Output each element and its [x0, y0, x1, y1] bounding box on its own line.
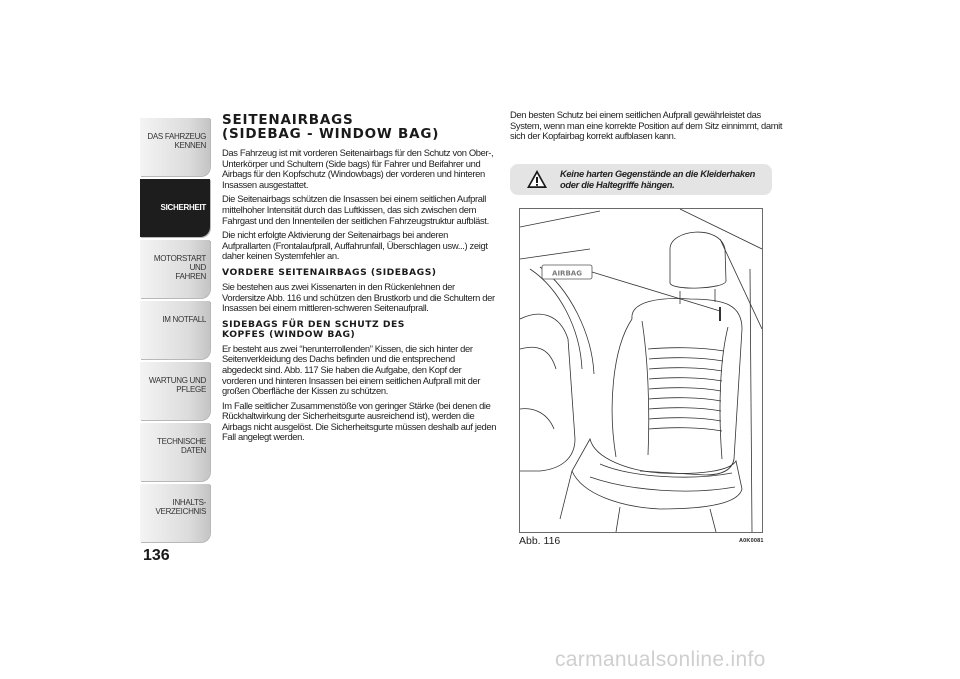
paragraph: Sie bestehen aus zwei Kissenarten in den Rückenlehnen der Vordersitze Abb. 116 und schützen den Brustkorb und die Schultern der Insassen bei einem mittleren-schweren Seitenaufprall.	[222, 280, 495, 314]
paragraph: Er besteht aus zwei “herunterrollenden” Kissen, die sich hinter der Seitenverkleidung des Dachs befinden und die entsprechend abgedeckt sind. Abb. 117 Sie haben die Aufgabe, den Kopf der vorderen und hinteren Insassen bei einem seitlichen Aufprall mit der großen Oberfläche der Kissen zu schützen.	[222, 342, 481, 397]
warning-text: Keine harten Gegenstände an die Kleiderhaken oder die Haltegriffe hängen.	[560, 169, 756, 190]
paragraph: Die Seitenairbags schützen die Insassen bei einem seitlichen Aufprall mittelhoher Intensität durch das Luftkissen, das sich zwischen dem Fahrgast und den Innenteilen der seitlichen Fahrzeugstruktur aufbläst.	[222, 193, 489, 226]
airbag-label: AIRBAG	[552, 269, 582, 278]
subheading-front-sidebags: VORDERE SEITENAIRBAGS (SIDEBAGS)	[222, 266, 437, 278]
tab-technische-daten[interactable]: TECHNISCHE DATEN	[140, 423, 210, 481]
chapter-sidebar	[140, 118, 210, 545]
paragraph: Den besten Schutz bei einem seitlichen Aufprall gewährleistet das System, wenn man eine korrekte Position auf dem Sitz einnimmt, damit sich der Kopfairbag korrekt aufblasen kann.	[510, 109, 783, 142]
watermark: carmanualsonline.info	[555, 648, 766, 671]
figure-seat-airbag	[519, 208, 763, 533]
tab-wartung-und-pflege[interactable]: WARTUNG UND PFLEGE	[140, 362, 210, 420]
paragraph: Das Fahrzeug ist mit vorderen Seitenairbags für den Schutz von Ober-, Unterkörper und Schultern (Side bags) für Fahrer und Beifahrer und Airbags für den Kopfschutz (Windowbags) der vorderen und hinteren Insassen ausgestattet.	[222, 147, 494, 190]
tab-das-fahrzeug-kennen[interactable]: DAS FAHRZEUG KENNEN	[140, 118, 210, 176]
left-column	[222, 113, 497, 447]
tab-sicherheit[interactable]: SICHERHEIT	[140, 179, 210, 237]
tab-motorstart-und-fahren[interactable]: MOTORSTART UND FAHREN	[140, 240, 210, 298]
warning-triangle-icon	[526, 169, 548, 189]
figure-caption: Abb. 116	[519, 535, 561, 547]
tab-im-notfall[interactable]: IM NOTFALL	[140, 301, 210, 359]
seat-illustration	[520, 209, 762, 532]
right-column	[510, 110, 785, 146]
page-number: 136	[143, 547, 170, 564]
section-title: SEITENAIRBAGS (SIDEBAG - WINDOW BAG)	[222, 112, 440, 142]
paragraph: Im Falle seitlicher Zusammenstöße von geringer Stärke (bei denen die Rückhaltwirkung der Sicherheitsgurte ausreichend ist), werden die Airbags nicht ausgelöst. Die Sicherheitsgurte müssen deshalb auf jeden Fall angelegt werden.	[222, 399, 497, 443]
figure-code: A0K0081	[739, 538, 764, 544]
subheading-window-bag: SIDEBAGS FÜR DEN SCHUTZ DES KOPFES (WINDOW BAG)	[222, 318, 405, 340]
paragraph: Die nicht erfolgte Aktivierung der Seitenairbags bei anderen Aufprallarten (Frontalaufprall, Auffahrunfall, Überschlagen usw...) zeigt daher keinen Systemfehler an.	[222, 229, 488, 262]
tab-inhaltsverzeichnis[interactable]: INHALTS- VERZEICHNIS	[140, 484, 210, 542]
warning-box	[510, 164, 772, 195]
